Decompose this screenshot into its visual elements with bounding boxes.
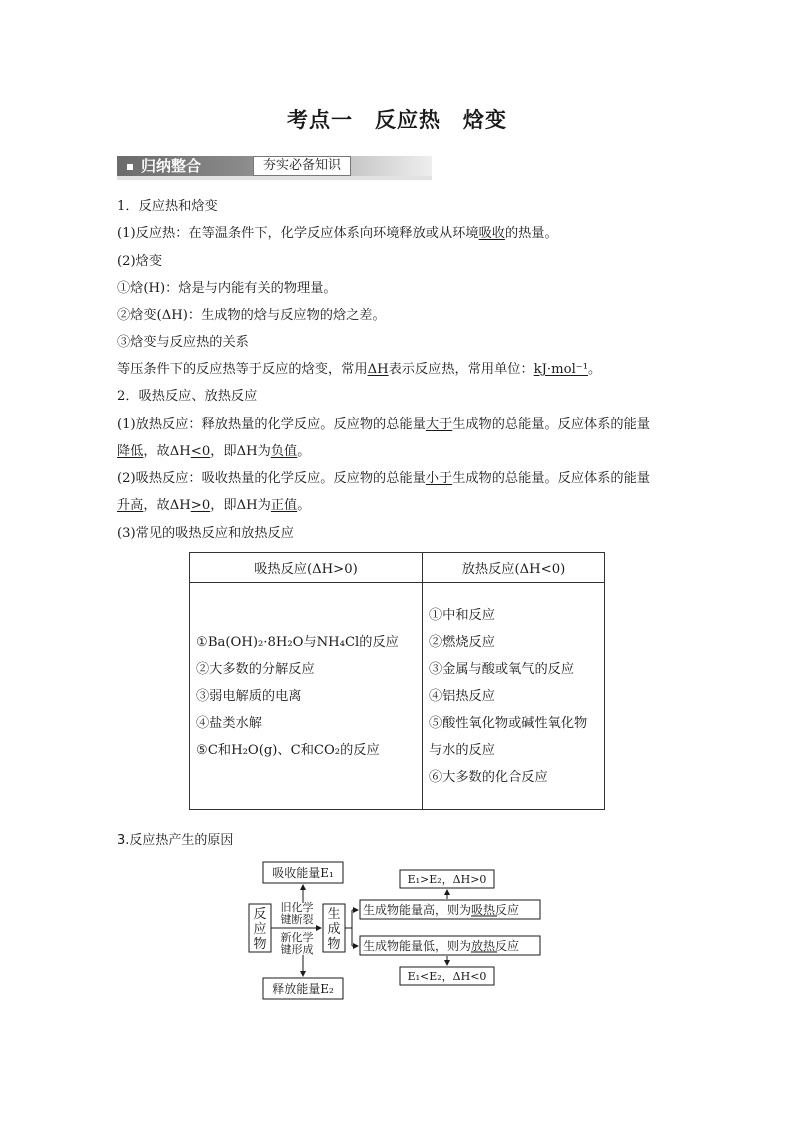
- new-bond-label: 新化学: [280, 931, 314, 944]
- sec1-p5: ③焓变与反应热的关系: [117, 335, 249, 350]
- text: 生成物的总能量。反应体系的能量: [452, 471, 650, 486]
- text: (1)放热反应：释放热量的化学反应。反应物的总能量: [117, 417, 426, 432]
- reactant-char: 反: [253, 907, 267, 922]
- underlined-answer: >0: [190, 498, 211, 513]
- underlined-answer: 正值: [270, 498, 298, 513]
- underlined-answer: 降低: [117, 444, 144, 459]
- sec2-q1: [117, 416, 650, 434]
- banner-label: [127, 156, 201, 176]
- square-icon: [127, 164, 133, 170]
- list-item: ②燃烧反应: [429, 634, 495, 650]
- high-energy-box: [360, 900, 540, 919]
- sec1-p1: [117, 225, 558, 243]
- section-banner: [117, 156, 432, 180]
- high-energy-text: [363, 902, 519, 917]
- product-char: 物: [327, 937, 341, 952]
- old-bond-label: 旧化学: [280, 901, 314, 914]
- underlined-answer: kJ·mol⁻¹: [533, 362, 589, 377]
- text: ，故ΔH: [143, 498, 191, 513]
- product-char: 成: [327, 922, 341, 937]
- condition-positive-text: E₁>E₂，ΔH>0: [407, 873, 487, 886]
- sec2-q5: (3)常见的吸热反应和放热反应: [117, 526, 294, 541]
- exothermic-cell: [423, 583, 605, 810]
- text: ，即ΔH为: [210, 444, 271, 459]
- text: 表示反应热，常用单位：: [388, 362, 534, 377]
- release-energy-label: 释放能量E₂: [272, 982, 334, 996]
- title-part-1: 考点一: [287, 107, 353, 132]
- low-energy-box: [360, 936, 540, 955]
- underlined-answer: 放热: [471, 939, 496, 953]
- sec2-q3: [117, 470, 650, 488]
- list-item: ⑥大多数的化合反应: [429, 769, 548, 785]
- underlined-answer: 吸热: [471, 903, 496, 917]
- list-item: ⑤酸性氧化物或碱性氧化物: [429, 715, 588, 731]
- sec2-q2: [117, 443, 310, 461]
- underlined-answer: 升高: [117, 498, 144, 513]
- list-item: ④盐类水解: [196, 715, 262, 731]
- text: 。: [297, 444, 311, 459]
- underlined-answer: 吸收: [478, 226, 505, 241]
- underlined-answer: <0: [190, 444, 211, 459]
- title-part-3: 焓变: [463, 107, 507, 132]
- old-bond-label: 键断裂: [280, 913, 314, 926]
- text: 反应: [495, 939, 520, 953]
- text: 。: [588, 362, 602, 377]
- page-title: [0, 104, 794, 134]
- condition-positive-box: [400, 870, 494, 888]
- sec1-p4: ②焓变(ΔH)：生成物的焓与反应物的焓之差。: [117, 308, 386, 323]
- new-bond-label: 键形成: [280, 943, 314, 956]
- list-item: 与水的反应: [429, 742, 495, 758]
- text: 的热量。: [504, 226, 558, 241]
- list-item: ②大多数的分解反应: [196, 661, 315, 677]
- text: (2)吸热反应：吸收热量的化学反应。反应物的总能量: [117, 471, 426, 486]
- sec1-p2: (2)焓变: [117, 254, 163, 269]
- list-item: ④铝热反应: [429, 688, 495, 704]
- condition-negative-box: [400, 967, 494, 985]
- sec2-q4: [117, 497, 310, 515]
- reactant-char: 应: [253, 922, 267, 937]
- text: 生成物的总能量。反应体系的能量: [452, 417, 650, 432]
- banner-label-text: 归纳整合: [141, 157, 202, 175]
- absorb-energy-label: 吸收能量E₁: [272, 866, 334, 880]
- text: ，即ΔH为: [210, 498, 271, 513]
- list-item: ③金属与酸或氧气的反应: [429, 661, 575, 677]
- sec2-heading: 2．吸热反应、放热反应: [117, 389, 258, 404]
- product-char: 生: [327, 907, 341, 922]
- list-item: ③弱电解质的电离: [196, 688, 302, 704]
- text: 反应: [495, 903, 520, 917]
- list-item: ①Ba(OH)₂·8H₂O与NH₄Cl的反应: [196, 634, 399, 650]
- reaction-table: [189, 552, 605, 810]
- list-item: ⑤C和H₂O(g)、C和CO₂的反应: [196, 742, 380, 758]
- sec1-heading: 1．反应热和焓变: [117, 199, 218, 214]
- condition-negative-text: E₁<E₂，ΔH<0: [407, 970, 487, 983]
- product-box: [323, 904, 345, 952]
- title-part-2: 反应热: [375, 107, 441, 132]
- underlined-answer: ΔH: [367, 362, 389, 377]
- underlined-answer: 大于: [425, 417, 453, 432]
- reactant-box: [249, 904, 271, 952]
- text: 。: [297, 498, 311, 513]
- underlined-answer: 负值: [270, 444, 298, 459]
- release-energy-box: [263, 978, 343, 999]
- banner-tag: 夯实必备知识: [253, 156, 351, 176]
- underlined-answer: 小于: [425, 471, 453, 486]
- table-header-endothermic: 吸热反应(ΔH>0): [190, 553, 423, 583]
- low-energy-text: [363, 938, 519, 953]
- absorb-energy-box: [263, 862, 343, 883]
- endothermic-cell: [190, 583, 423, 810]
- sec1-p3: ①焓(H)：焓是与内能有关的物理量。: [117, 281, 337, 296]
- text: ，故ΔH: [143, 444, 191, 459]
- sec3-heading: 3.反应热产生的原因: [117, 833, 234, 848]
- table-header-exothermic: 放热反应(ΔH<0): [423, 553, 605, 583]
- list-item: ①中和反应: [429, 607, 495, 623]
- banner-shadow: [117, 176, 432, 180]
- text: 生成物能量低，则为: [363, 939, 472, 953]
- reactant-char: 物: [253, 937, 267, 952]
- text: (1)反应热：在等温条件下，化学反应体系向环境释放或从环境: [117, 226, 479, 241]
- text: 生成物能量高，则为: [363, 903, 472, 917]
- text: 等压条件下的反应热等于反应的焓变，常用: [117, 362, 368, 377]
- sec1-p6: [117, 361, 601, 379]
